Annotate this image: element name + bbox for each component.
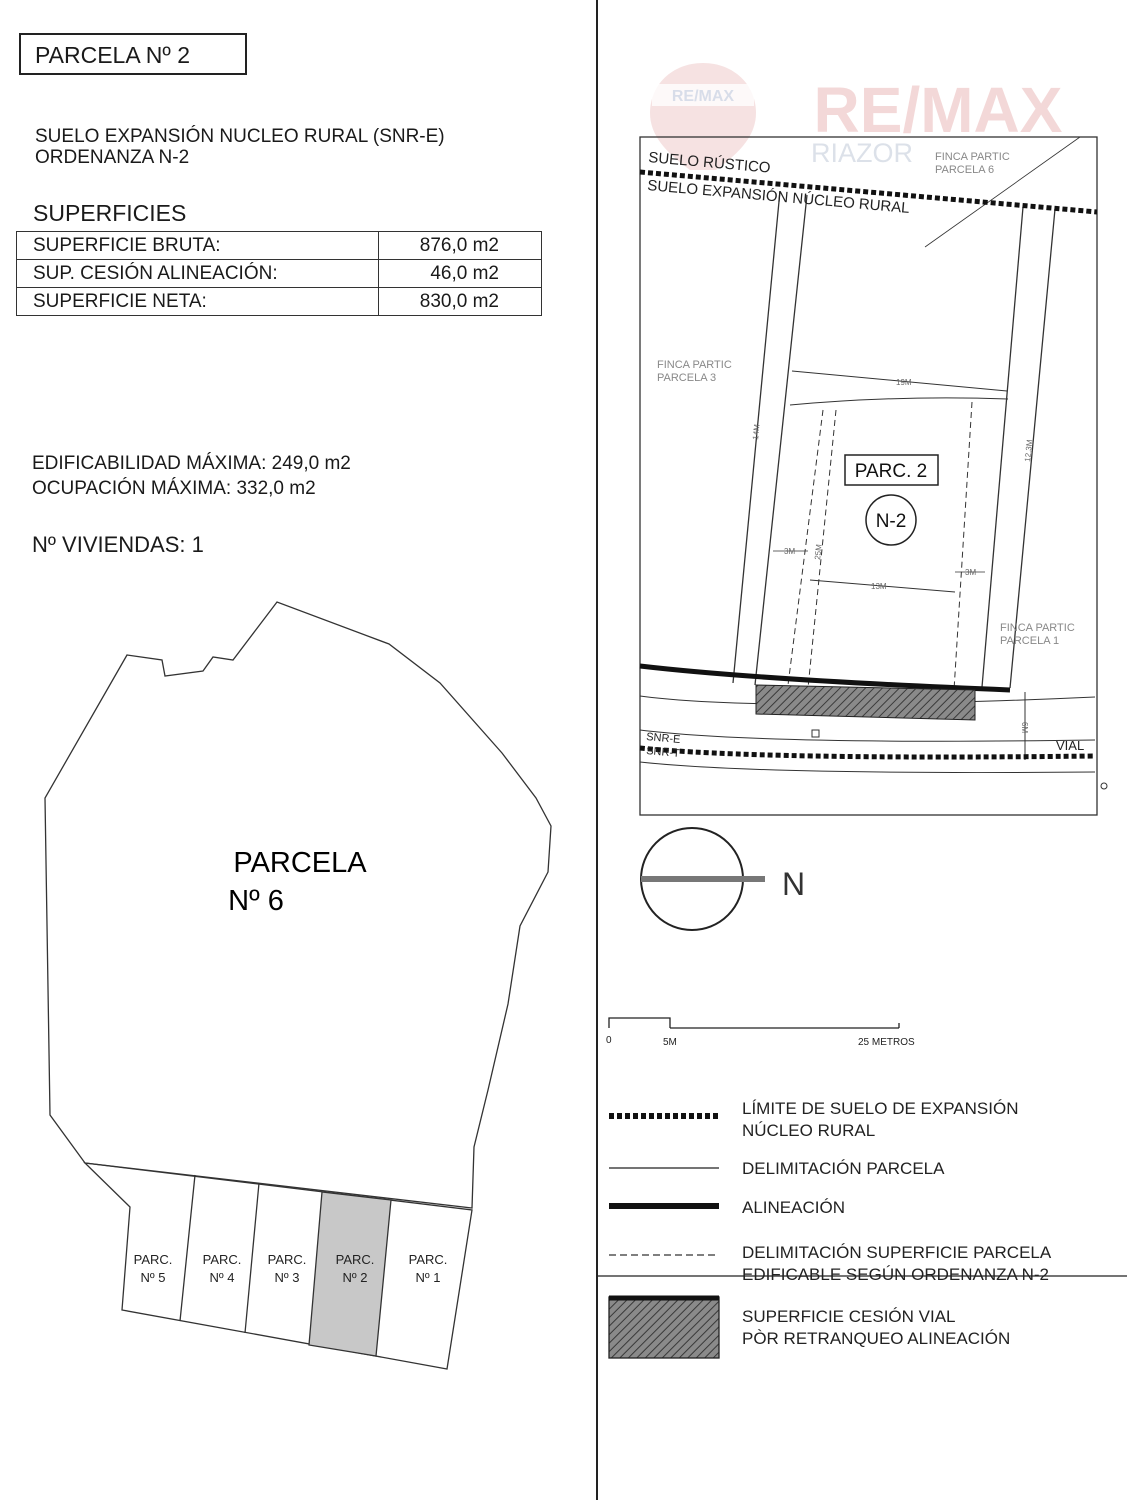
- legend-label: NÚCLEO RURAL: [742, 1121, 876, 1140]
- small-parcel-label: Nº 5: [140, 1270, 166, 1285]
- max-buildability: EDIFICABILIDAD MÁXIMA: 249,0 m2: [32, 453, 351, 474]
- zone-line-1: SUELO EXPANSIÓN NUCLEO RURAL (SNR-E): [35, 126, 445, 147]
- dimension-label: 13M: [871, 582, 887, 591]
- parcel-label: PARC. 2: [854, 461, 928, 482]
- dimension-label: 25M: [813, 543, 824, 561]
- small-parcel-label: Nº 4: [209, 1270, 235, 1285]
- zone-line-2: ORDENANZA N-2: [35, 147, 190, 168]
- snr-e-label: SNR-E: [645, 731, 681, 746]
- legend-label: EDIFICABLE SEGÚN ORDENANZA N-2: [742, 1265, 1050, 1284]
- dimension-label: 3M: [965, 568, 977, 577]
- surface-value: 876,0 m2: [379, 232, 542, 260]
- legend-label: LÍMITE DE SUELO DE EXPANSIÓN: [742, 1099, 1019, 1118]
- small-parcel-label: Nº 2: [342, 1270, 368, 1285]
- small-parcel-label: Nº 1: [415, 1270, 441, 1285]
- snr-t-label: SNR-T: [645, 745, 681, 760]
- small-parcel-label: PARC.: [335, 1252, 375, 1267]
- surface-label: SUPERFICIE NETA:: [17, 288, 379, 316]
- legend-label: DELIMITACIÓN SUPERFICIE PARCELA: [742, 1243, 1052, 1262]
- suelo-rustico-label: SUELO RÚSTICO: [647, 149, 772, 177]
- big-parcel-label-1: PARCELA: [233, 847, 367, 879]
- small-parcel-label: PARC.: [267, 1252, 307, 1267]
- cession-area: [756, 685, 975, 720]
- small-parcel-label: PARC.: [408, 1252, 448, 1267]
- marker-dot: [1101, 783, 1107, 789]
- parcel-divider: [180, 1175, 195, 1321]
- legend-label: ALINEACIÓN: [742, 1198, 845, 1217]
- balloon-logo-text: RE/MAX: [671, 88, 735, 105]
- surfaces-title: SUPERFICIES: [33, 200, 187, 226]
- dimension-label: 3M: [784, 547, 796, 556]
- north-arrow: [641, 828, 805, 930]
- north-label: N: [782, 866, 806, 902]
- parcel-boundary: [755, 195, 807, 685]
- surface-label: SUPERFICIE BRUTA:: [17, 232, 379, 260]
- vial-label: VIAL: [1056, 738, 1085, 753]
- dimension-label: 14M: [751, 423, 762, 441]
- scale-label: 0: [606, 1035, 612, 1046]
- parcel-6-outline: [45, 602, 551, 1208]
- finca-label: FINCA PARTIC: [935, 151, 1010, 163]
- legend-label: PÒR RETRANQUEO ALINEACIÓN: [742, 1329, 1011, 1348]
- buildable-limit: [954, 402, 972, 690]
- legend-label: SUPERFICIE CESIÓN VIAL: [742, 1307, 956, 1326]
- surface-label: SUP. CESIÓN ALINEACIÓN:: [17, 260, 379, 288]
- dimension-label: 6M: [1020, 722, 1029, 734]
- envelope-top: [790, 398, 1008, 405]
- scale-label: 5M: [663, 1037, 677, 1048]
- finca-label: PARCELA 6: [935, 164, 995, 176]
- dwellings-count: Nº VIVIENDAS: 1: [32, 532, 204, 557]
- dimension-label: 19M: [896, 378, 912, 387]
- surface-value: 46,0 m2: [379, 260, 542, 288]
- suelo-expansion-label: SUELO EXPANSIÓN NÚCLEO RURAL: [646, 177, 911, 217]
- legend-label: DELIMITACIÓN PARCELA: [742, 1159, 945, 1178]
- office-text: RIAZOR: [810, 138, 914, 168]
- marker-square: [812, 730, 819, 737]
- dimension-label: 12,3M: [1023, 439, 1035, 463]
- scale-bar: [609, 1018, 899, 1028]
- small-parcel-label: PARC.: [202, 1252, 242, 1267]
- scale-label: 25 METROS: [858, 1037, 915, 1048]
- max-occupation: OCUPACIÓN MÁXIMA: 332,0 m2: [32, 478, 316, 499]
- big-parcel-label-2: Nº 6: [228, 885, 284, 917]
- finca-label: FINCA PARTIC: [1000, 622, 1075, 634]
- parcel-title: PARCELA Nº 2: [19, 33, 247, 75]
- small-parcel-label: PARC.: [133, 1252, 173, 1267]
- brand-text: RE/MAX: [813, 74, 1063, 146]
- surface-value: 830,0 m2: [379, 288, 542, 316]
- small-parcel-label: Nº 3: [274, 1270, 300, 1285]
- finca-label: PARCELA 1: [1000, 635, 1060, 647]
- ordinance-label: N-2: [875, 511, 907, 532]
- parcel-divider: [245, 1183, 259, 1333]
- finca-label: PARCELA 3: [657, 372, 717, 384]
- legend-swatch: [609, 1297, 719, 1358]
- legend: [597, 1099, 1127, 1358]
- road-line: [640, 762, 1095, 773]
- finca-label: FINCA PARTIC: [657, 359, 732, 371]
- snr-limit-line: [640, 748, 1095, 757]
